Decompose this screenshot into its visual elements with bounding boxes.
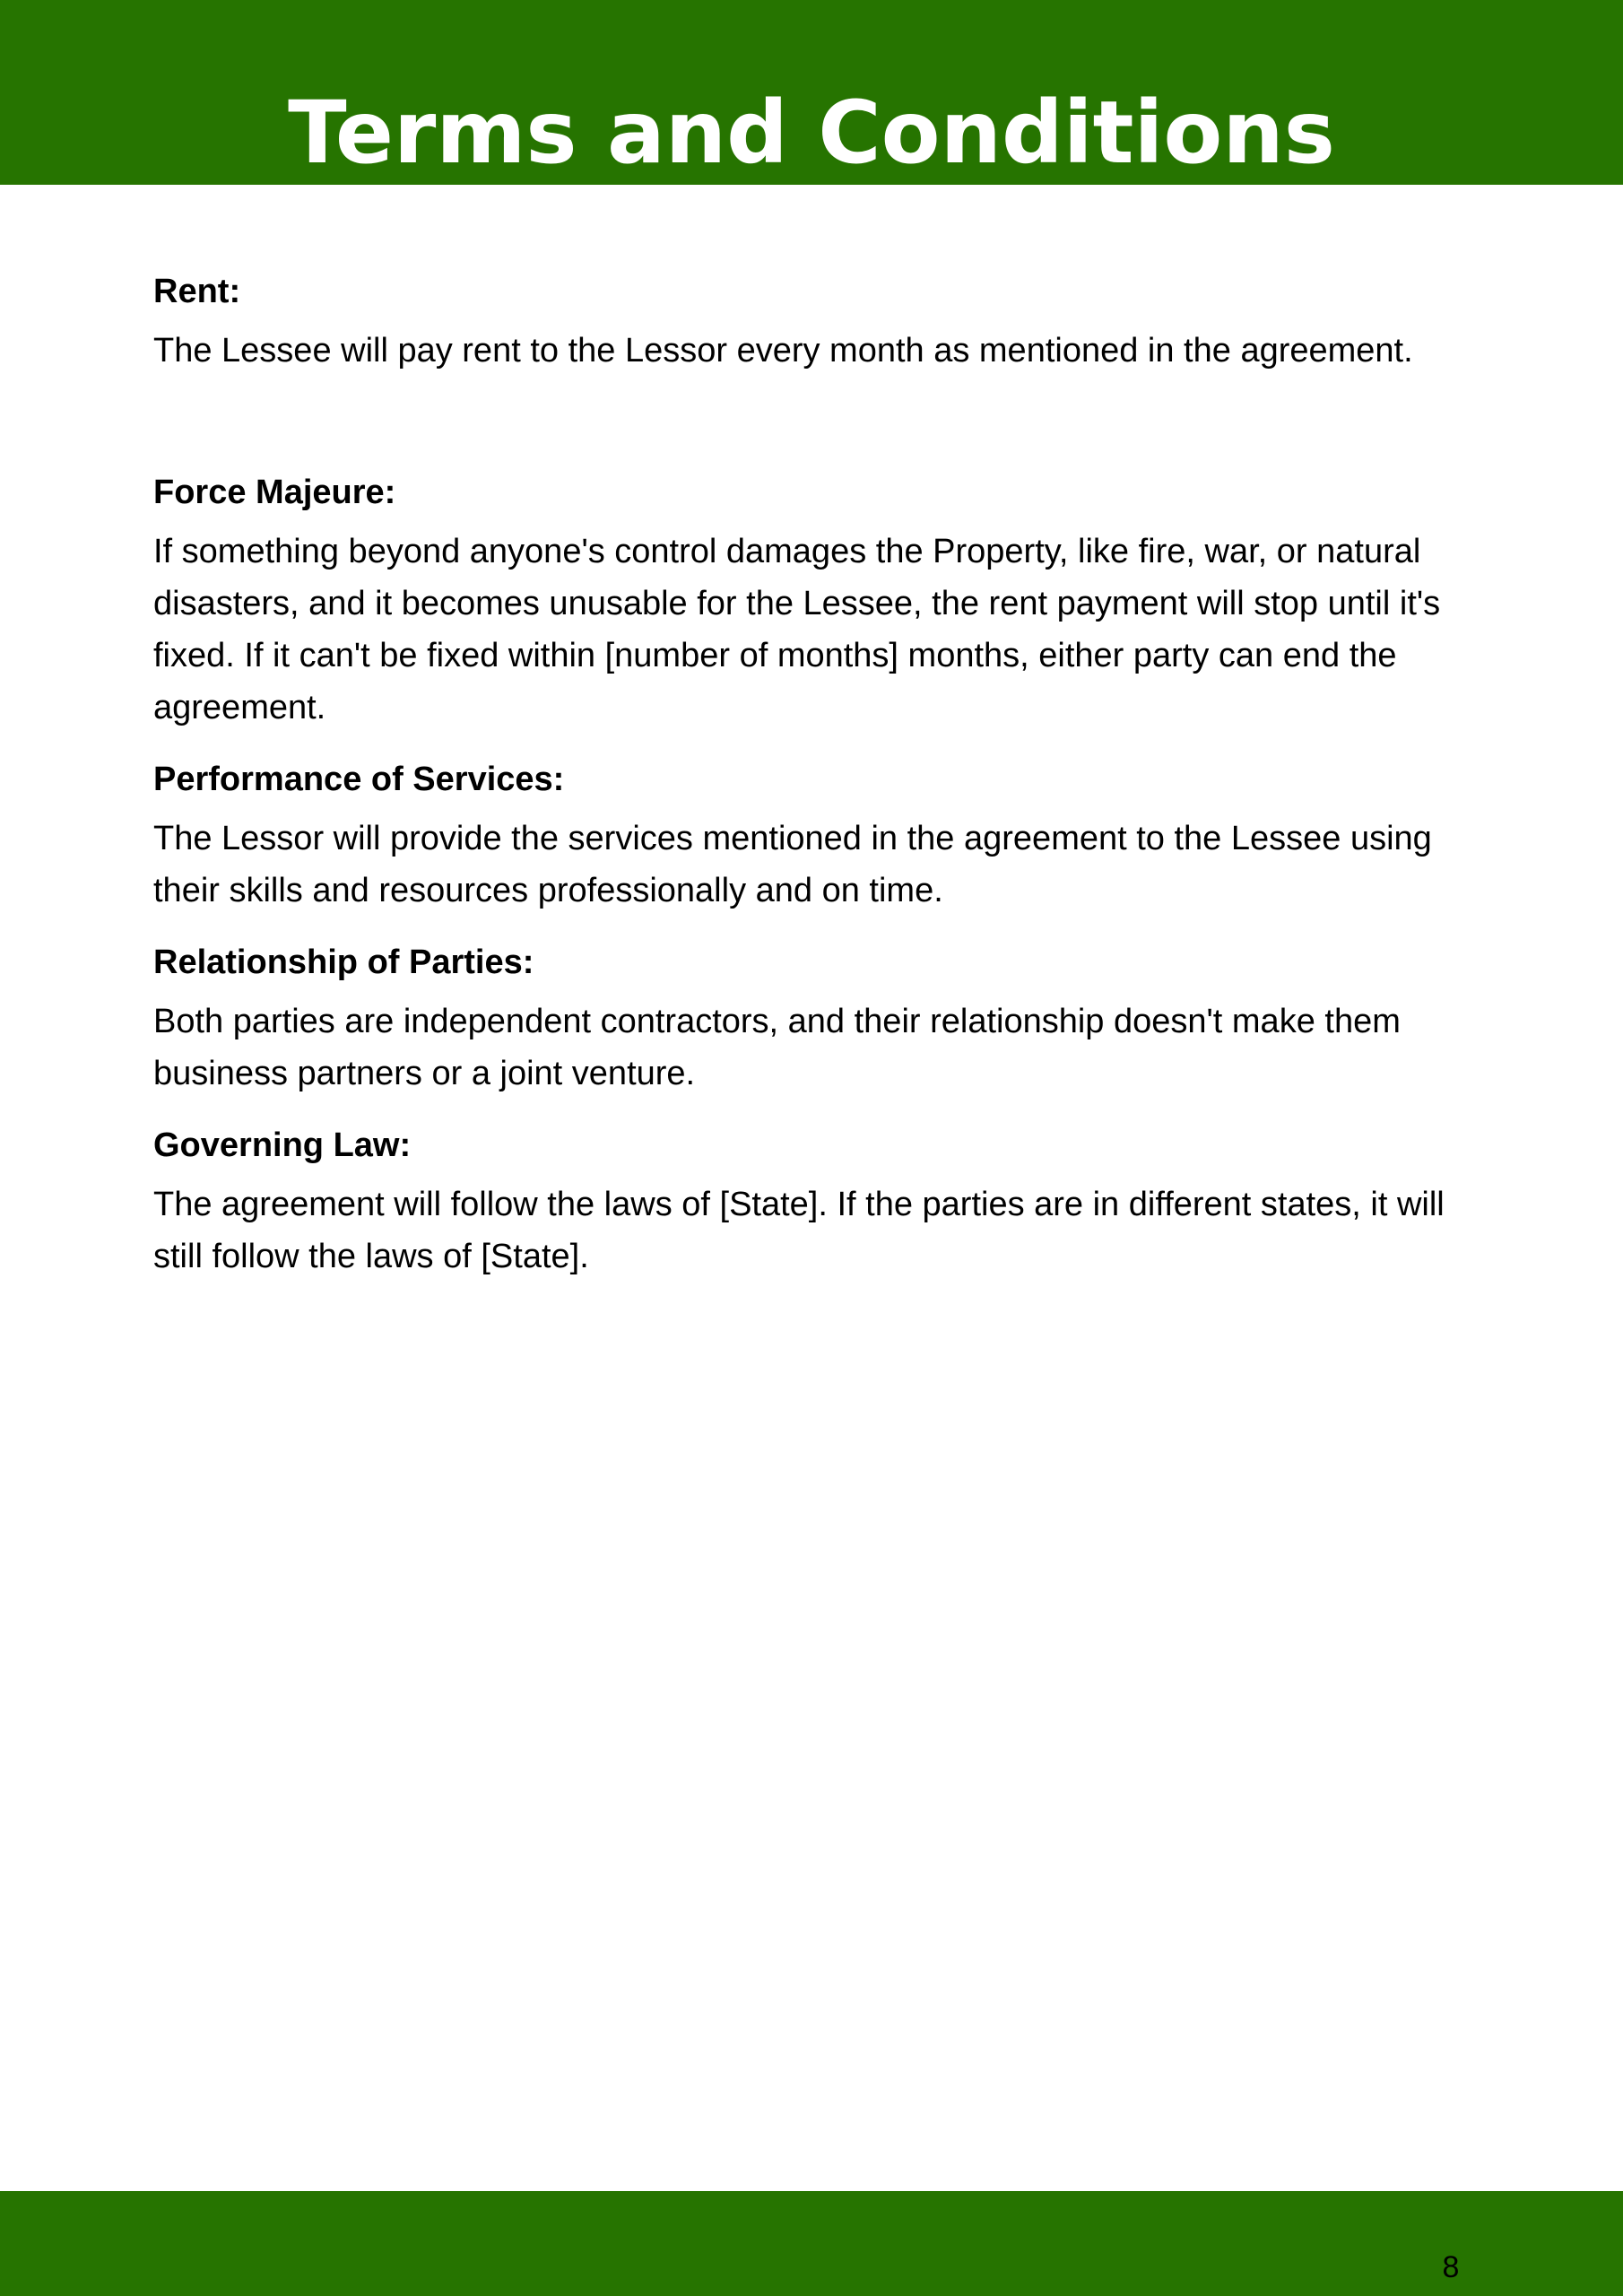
section-rent [153, 265, 1480, 377]
section-force-majeure [153, 466, 1480, 734]
section-body: Both parties are independent contractors, and their relationship doesn't make them business partners or a joint venture. [153, 1003, 1401, 1092]
section-heading: Performance of Services: [153, 761, 565, 798]
section-heading: Force Majeure: [153, 474, 396, 511]
section-body: The Lessor will provide the services mentioned in the agreement to the Lessee using their skills and resources professionally and on time. [153, 820, 1432, 909]
footer-band [0, 2191, 1623, 2296]
section-relationship-of-parties [153, 936, 1480, 1100]
section-body: The Lessee will pay rent to the Lessor every month as mentioned in the agreement. [153, 332, 1413, 370]
terms-content [153, 265, 1480, 1302]
section-performance-of-services [153, 753, 1480, 917]
section-heading: Governing Law: [153, 1126, 412, 1164]
section-body: If something beyond anyone's control damages the Property, like fire, war, or natural disasters, and it becomes unusable for the Lessee, the rent payment will stop until it's fixed. If it can't be fixed within [number of months] months, either party can end the agreement. [153, 533, 1441, 726]
section-heading: Rent: [153, 273, 241, 310]
section-governing-law [153, 1119, 1480, 1283]
section-body: The agreement will follow the laws of [State]. If the parties are in different states, it will still follow the laws of [State]. [153, 1186, 1445, 1275]
section-heading: Relationship of Parties: [153, 944, 534, 981]
page-title: Terms and Conditions [288, 83, 1335, 183]
page-number: 8 [1442, 2250, 1460, 2284]
